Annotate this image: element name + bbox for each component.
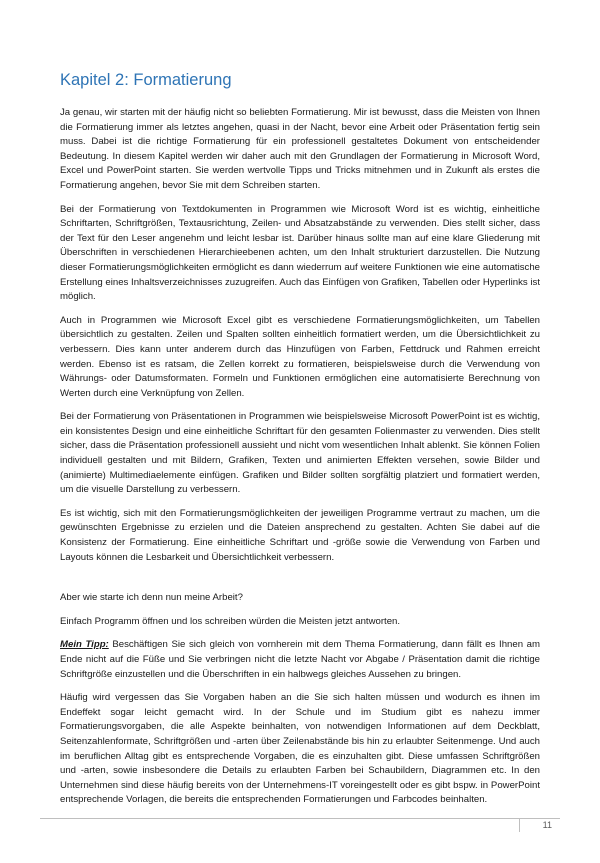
document-page — [60, 70, 540, 817]
tip-text: Beschäftigen Sie sich gleich von vornherein mit dem Thema Formatierung, dann fällt es Ihnen am Ende nicht auf die Füße und Sie verbringen nicht die letzte Nacht vor Abgabe / Präsentation damit die richtige Schriftgröße einzustellen und die Überschriften in ein halbwegs gleiches Aussehen zu bringen. — [60, 639, 540, 680]
paragraph-intro: Ja genau, wir starten mit der häufig nicht so beliebten Formatierung. Mir ist bewusst, dass die Meisten von Ihnen die Formatierung immer als letztes angehen, quasi in der Nacht, bevor eine Arbeit oder Präsentation fertig sein muss. Dabei ist die richtige Formatierung für ein professionell gestaltetes Dokument von entscheidender Bedeutung. In diesem Kapitel werden wir daher auch mit den Grundlagen der Formatierung in Microsoft Word, Excel und PowerPoint starten. Sie werden wertvolle Tipps und Tricks mitnehmen und in Zukunft als erstes die Formatierung angehen, bevor Sie mit dem Schreiben starten. — [60, 107, 540, 191]
paragraph-excel: Auch in Programmen wie Microsoft Excel gibt es verschiedene Formatierungsmöglichkeiten, um Tabellen übersichtlich zu gestalten. Zeilen und Spalten sollten einheitlich formatiert werden, um die Übersichtlichkeit zu verbessern. Dies kann unter anderem durch das Hinzufügen von Farben, Fettdruck und Rahmen erreicht werden. Ebenso ist es ratsam, die Zellen korrekt zu formatieren, beispielsweise durch die Verwendung von Währungs- oder Datumsformaten. Formeln und Funktionen ermöglichen eine automatisierte Berechnung von Werten durch eine Verknüpfung von Zellen. — [60, 314, 540, 399]
tip-paragraph — [60, 638, 540, 682]
tip-label: Mein Tipp: — [60, 639, 109, 651]
answer-paragraph: Einfach Programm öffnen und los schreiben würden die Meisten jetzt antworten. — [60, 615, 401, 627]
question-paragraph: Aber wie starte ich denn nun meine Arbeit? — [60, 592, 243, 604]
paragraph-word: Bei der Formatierung von Textdokumenten in Programmen wie Microsoft Word ist es wichtig, einheitliche Schriftarten, Schriftgrößen, Textausrichtung, Zeilen- und Absatzabstände zu verwenden. Dies stellt sicher, dass der Text für den Leser angenehm und leicht lesbar ist. Darüber hinaus sollte man auf eine klare Gliederung mit Überschriften in verschiedenen Hierarchieebenen achten, um den Inhalt strukturiert darzustellen. Die Nutzung dieser Formatierungsmöglichkeiten ermöglicht es dann wiederrum auf weitere Funktionen wie eine automatische Erstellung eines Inhaltsverzeichnisses zuzugreifen. Auch das Einfügen von Grafiken, Tabellen oder Hyperlinks ist möglich. — [60, 203, 540, 303]
section-spacer — [60, 574, 540, 591]
footer-rule — [40, 818, 560, 819]
paragraph-powerpoint: Bei der Formatierung von Präsentationen in Programmen wie beispielsweise Microsoft PowerPoint ist es wichtig, ein konsistentes Design und eine einheitliche Schriftart für den gesamten Folienmaster zu verwenden. Dies stellt sicher, dass die Präsentation professionell aussieht und nicht vom wesentlichen Inhalt ablenkt. Sie können Folien individuell gestalten und mit Bildern, Grafiken, Texten und animierten Effekten versehen, sowie Bilder und (animierte) Multimediaelemente einfügen. Grafiken und Bilder sollten sorgfältig platziert und formatiert werden, um die visuelle Darstellung zu verbessern. — [60, 411, 540, 496]
chapter-title: Kapitel 2: Formatierung — [60, 71, 232, 89]
paragraph-consistency: Es ist wichtig, sich mit den Formatierungsmöglichkeiten der jeweiligen Programme vertraut zu machen, um die gewünschten Ergebnisse zu erzielen und die Dateien ansprechend zu gestalten. Achten Sie dabei auf die Konsistenz der Formatierung. Eine einheitliche Schriftart und -größe sowie die Verwendung von Farben und Layouts können die Lesbarkeit und Übersichtlichkeit verbessern. — [60, 507, 540, 563]
page-number: 11 — [542, 820, 552, 830]
page-number-box — [519, 818, 560, 832]
closing-paragraph: Häufig wird vergessen das Sie Vorgaben haben an die Sie sich halten müssen und wodurch es ihnen im Endeffekt sogar leicht gemacht wird. In der Schule und im Studium gibt es nahezu immer Formatierungsvorgaben, die alle Aspekte beinhalten, von notwendigen Informationen auf dem Deckblatt, Seitenzahlenformate, Schriftgrößen und -arten über Zeilenabstände bis hin zu erlaubter Seitenmenge. Und auch im beruflichen Alltag gibt es entsprechende Vorgaben, die es einzuhalten gibt. Diese umfassen Schriftgrößen und -arten, sowie insbesondere die Details zu erlaubten Farben bei Schaubildern, Diagrammen etc. In den Unternehmen sind diese häufig bereits von der Unternehmens-IT voreingestellt oder es gibt bspw. in PowerPoint entsprechende Vorlagen, die bereits die entsprechenden Formatierungen und Farbcodes beinhalten. — [60, 692, 540, 806]
